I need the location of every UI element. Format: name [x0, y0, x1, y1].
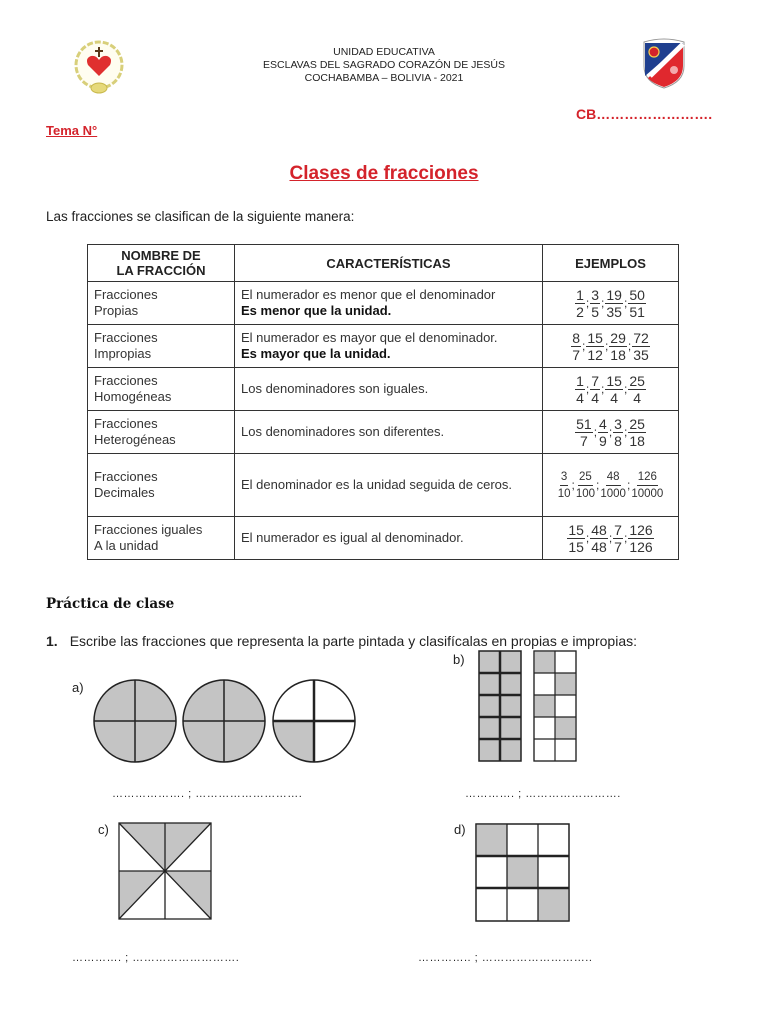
denominator: 4: [610, 389, 619, 406]
numerator: 3: [560, 470, 568, 486]
separator: ;: [623, 382, 628, 396]
fraction: [628, 523, 653, 554]
figure-b-grids: [478, 650, 582, 771]
fraction-name-line2: Homogéneas: [94, 389, 172, 404]
separator: ;: [585, 296, 590, 310]
characteristic-bold-text: Es mayor que la unidad.: [241, 346, 391, 361]
fraction: [575, 417, 593, 448]
question-number: 1.: [46, 633, 58, 649]
characteristic-text: El numerador es igual al denominador.: [241, 530, 464, 545]
fraction-name-cell: [88, 411, 235, 454]
fraction-name-line2: Heterogéneas: [94, 432, 176, 447]
table-row: [88, 282, 679, 325]
examples-cell: [543, 411, 679, 454]
fraction-classes-table: [87, 244, 679, 560]
fraction-name-line1: Fracciones: [94, 330, 158, 345]
fraction: [598, 417, 608, 448]
fraction: [590, 374, 600, 405]
separator: ;: [608, 531, 613, 545]
label-a: a): [72, 680, 84, 695]
characteristics-cell: [235, 411, 543, 454]
separator: ;: [596, 478, 600, 492]
table-row: [88, 368, 679, 411]
separator: ;: [604, 339, 609, 353]
school-line-3: COCHABAMBA – BOLIVIA - 2021: [304, 72, 464, 84]
cb-field-label: CB…………………….: [576, 106, 713, 122]
fraction-name-line2: Propias: [94, 303, 139, 318]
separator: ;: [582, 339, 586, 353]
denominator: 4: [576, 389, 584, 406]
fraction-name-line1: Fracciones iguales: [94, 522, 203, 537]
numerator: 7: [614, 521, 622, 538]
table-row: [88, 517, 679, 560]
denominator: 18: [610, 346, 626, 363]
fraction: [631, 470, 663, 501]
denominator: 10: [557, 487, 571, 500]
header-ejemplos: EJEMPLOS: [543, 245, 679, 282]
label-b: b): [453, 652, 465, 667]
denominator: 48: [591, 538, 607, 555]
denominator: 35: [606, 303, 622, 320]
fraction: [628, 288, 646, 319]
characteristic-text: El numerador es menor que el denominador: [241, 287, 496, 302]
figure-d-grid: [475, 823, 571, 928]
examples-cell: [543, 368, 679, 411]
denominator: 12: [587, 346, 603, 363]
numerator: 25: [629, 415, 645, 432]
denominator: 15: [568, 538, 584, 555]
fraction: [590, 288, 600, 319]
denominator: 18: [629, 432, 645, 449]
numerator: 48: [606, 470, 621, 486]
characteristic-bold-text: Es menor que la unidad.: [241, 303, 392, 318]
characteristic-text: Los denominadores son diferentes.: [241, 424, 445, 439]
denominator: 51: [629, 303, 645, 320]
denominator: 5: [591, 303, 600, 320]
header-caracteristicas: CARACTERÍSTICAS: [235, 245, 543, 282]
fraction: [575, 374, 585, 405]
examples-cell: [543, 454, 679, 517]
answer-blank-b[interactable]: …………. ; …………………….: [465, 788, 621, 800]
practice-heading: Práctica de clase: [46, 596, 175, 612]
denominator: 7: [580, 432, 588, 449]
page-title: Clases de fracciones: [289, 163, 479, 184]
fraction: [586, 331, 604, 362]
characteristics-cell: [235, 325, 543, 368]
school-shield-crest-icon: [640, 36, 688, 90]
table-row: [88, 325, 679, 368]
numerator: 126: [637, 470, 658, 486]
fraction: [605, 288, 623, 319]
table-header-row: [88, 245, 679, 282]
denominator: 1000: [600, 487, 626, 500]
school-line-2: ESCLAVAS DEL SAGRADO CORAZÓN DE JESÚS: [263, 59, 505, 71]
sacred-heart-emblem-icon: [70, 38, 128, 96]
denominator: 7: [614, 538, 622, 555]
fraction: [575, 288, 585, 319]
fraction: [632, 331, 650, 362]
fraction-name-line1: Fracciones: [94, 287, 158, 302]
separator: ;: [627, 339, 632, 353]
separator: ;: [608, 425, 613, 439]
denominator: 8: [614, 432, 622, 449]
denominator: 4: [633, 389, 641, 406]
examples-cell: [543, 517, 679, 560]
separator: ;: [585, 382, 590, 396]
numerator: 4: [599, 415, 607, 432]
separator: ;: [626, 478, 631, 492]
fraction: [609, 331, 627, 362]
answer-blank-a[interactable]: ………………. ; ……………………….: [112, 788, 303, 800]
label-c: c): [98, 822, 109, 837]
tema-number-label: Tema N°: [46, 123, 98, 138]
characteristics-cell: [235, 368, 543, 411]
fraction: [613, 523, 623, 554]
fraction: [576, 470, 595, 501]
school-line-1: UNIDAD EDUCATIVA: [333, 46, 435, 58]
separator: ;: [623, 425, 628, 439]
fraction-name-line2: A la unidad: [94, 538, 159, 553]
question-text: Escribe las fracciones que representa la parte pintada y clasifícalas en propias e impropias:: [69, 633, 637, 649]
denominator: 2: [576, 303, 584, 320]
numerator: 72: [633, 329, 649, 346]
fraction: [605, 374, 623, 405]
intro-text: Las fracciones se clasifican de la siguiente manera:: [46, 209, 355, 224]
numerator: 15: [587, 329, 603, 346]
denominator: 126: [629, 538, 653, 555]
fraction-name-cell: [88, 325, 235, 368]
fraction: [628, 417, 646, 448]
numerator: 126: [629, 521, 653, 538]
separator: ;: [571, 478, 575, 492]
numerator: 15: [606, 372, 622, 389]
characteristic-text: Los denominadores son iguales.: [241, 381, 429, 396]
fraction-name-line1: Fracciones: [94, 469, 158, 484]
separator: ;: [593, 425, 598, 439]
numerator: 25: [629, 372, 645, 389]
numerator: 50: [629, 286, 645, 303]
table-row: [88, 454, 679, 517]
fraction: [558, 470, 571, 501]
fraction: [571, 331, 581, 362]
answer-blank-c[interactable]: …………. ; ……………………….: [72, 952, 240, 964]
examples-cell: [543, 325, 679, 368]
fraction-name-line2: Decimales: [94, 485, 155, 500]
numerator: 25: [578, 470, 593, 486]
separator: ;: [601, 296, 605, 310]
fraction: [567, 523, 585, 554]
numerator: 1: [576, 286, 584, 303]
header-nombre-line2: LA FRACCIÓN: [116, 263, 206, 278]
answer-blank-d[interactable]: ………….. ; ………………………..: [418, 952, 593, 964]
denominator: 7: [572, 346, 581, 363]
separator: ;: [623, 296, 628, 310]
numerator: 1: [576, 372, 584, 389]
question-1: [46, 633, 637, 649]
fraction-name-line2: Impropias: [94, 346, 152, 361]
denominator: 9: [599, 432, 607, 449]
numerator: 48: [591, 521, 607, 538]
numerator: 3: [591, 286, 600, 303]
fraction-name-cell: [88, 454, 235, 517]
characteristic-text: El denominador es la unidad seguida de ceros.: [241, 477, 513, 492]
figure-a-circles: [90, 676, 360, 771]
numerator: 51: [576, 415, 592, 432]
numerator: 3: [614, 415, 622, 432]
denominator: 4: [591, 389, 600, 406]
denominator: 100: [575, 487, 596, 500]
fraction: [628, 374, 646, 405]
fraction-name-line1: Fracciones: [94, 373, 158, 388]
numerator: 15: [568, 521, 584, 538]
separator: ;: [623, 531, 628, 545]
school-header: [200, 46, 568, 85]
characteristic-text: El numerador es mayor que el denominador.: [241, 330, 498, 345]
characteristics-cell: [235, 282, 543, 325]
fraction-name-cell: [88, 368, 235, 411]
fraction: [590, 523, 608, 554]
separator: ;: [601, 382, 605, 396]
fraction-name-cell: [88, 282, 235, 325]
fraction-name-cell: [88, 517, 235, 560]
fraction: [613, 417, 623, 448]
denominator: 35: [633, 346, 649, 363]
separator: ;: [585, 531, 590, 545]
header-nombre: [88, 245, 235, 282]
numerator: 29: [610, 329, 626, 346]
numerator: 8: [572, 329, 581, 346]
characteristics-cell: [235, 454, 543, 517]
numerator: 19: [606, 286, 622, 303]
fraction: [600, 470, 626, 501]
label-d: d): [454, 822, 466, 837]
header-nombre-line1: NOMBRE DE: [121, 248, 201, 263]
examples-cell: [543, 282, 679, 325]
characteristics-cell: [235, 517, 543, 560]
numerator: 7: [591, 372, 600, 389]
fraction-name-line1: Fracciones: [94, 416, 158, 431]
figure-c-square: [118, 822, 214, 927]
table-row: [88, 411, 679, 454]
denominator: 10000: [631, 487, 664, 500]
